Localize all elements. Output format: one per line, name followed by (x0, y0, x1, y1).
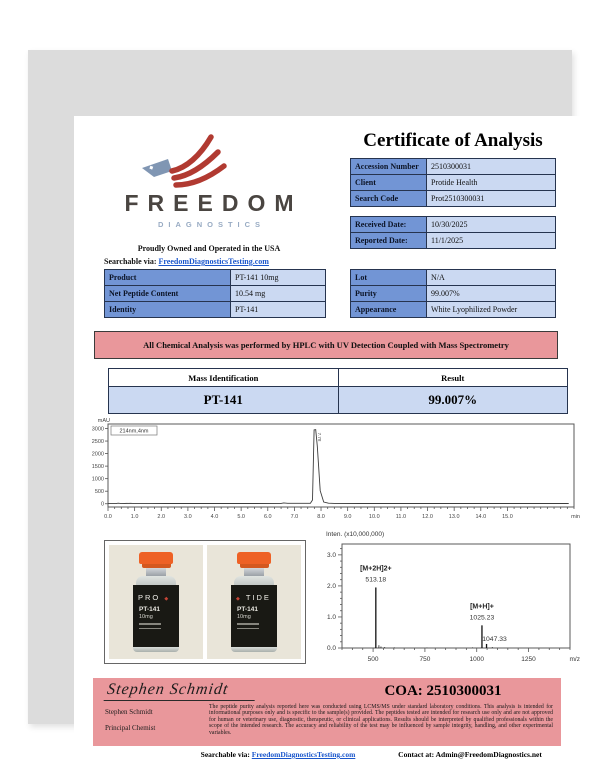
svg-text:4.0: 4.0 (210, 514, 219, 520)
vial-right (231, 552, 277, 652)
svg-text:10.0: 10.0 (368, 514, 380, 520)
svg-text:0: 0 (100, 501, 104, 508)
svg-text:2000: 2000 (91, 451, 104, 458)
svg-text:1.0: 1.0 (130, 514, 139, 520)
label-fine-print-line (139, 623, 161, 625)
table-row: Purity 99.007% (351, 286, 556, 302)
svg-text:3000: 3000 (91, 426, 104, 433)
footer-searchable-prefix: Searchable via: (200, 750, 250, 759)
signer-title: Principal Chemist (105, 724, 156, 732)
vial-dose: 10mg (139, 614, 153, 620)
svg-text:Inten. (x10,000,000): Inten. (x10,000,000) (326, 531, 385, 538)
svg-text:m/z: m/z (569, 656, 580, 663)
svg-text:12.0: 12.0 (422, 514, 433, 520)
svg-text:3.0: 3.0 (326, 552, 336, 560)
mass-id-value: PT-141 (109, 387, 339, 414)
result-value: 99.007% (338, 387, 568, 414)
disclaimer-text: The peptide purity analysis reported here was conducted using LCMS/MS under standard laboratory conditions. This analysis is intended for informational purposes only and is specific to the sample(s) provided. The peptides tested are intended for research use only and are not approved for human or veterinary use, diagnostic, therapeutic, or clinical applications. Results should be interpreted by qualified professionals within the scope of the intended research. The accuracy and reliability of the test may be influenced by sample integrity, handling, and other experimental variables. (209, 704, 553, 736)
signer-name: Stephen Schmidt (105, 708, 153, 716)
brand-subtitle: DIAGNOSTICS (157, 220, 266, 229)
freedom-diagnostics-logo (92, 134, 326, 229)
svg-text:7.78: 7.78 (317, 432, 323, 442)
svg-text:2.0: 2.0 (157, 514, 166, 520)
svg-text:2.0: 2.0 (326, 583, 336, 591)
brand-dot-icon: ◆ (236, 596, 242, 602)
svg-text:214nm,4nm: 214nm,4nm (119, 428, 149, 435)
table-row: Search Code Prot2510300031 (351, 191, 556, 207)
table-row: Accession Number 2510300031 (351, 159, 556, 175)
vial-shoulder (136, 576, 176, 585)
table-row: Lot N/A (351, 270, 556, 286)
vial-shoulder (234, 576, 274, 585)
hplc-chromatogram (74, 415, 582, 533)
result-header: Result (338, 369, 568, 387)
vial-photos-panel (104, 540, 306, 664)
svg-text:[M+H]+: [M+H]+ (470, 603, 494, 611)
svg-text:1.0: 1.0 (326, 614, 336, 622)
brand-dot-icon: ◆ (164, 596, 171, 602)
svg-text:1500: 1500 (91, 464, 104, 471)
product-table (104, 269, 326, 318)
table-row: Identity PT-141 (105, 302, 326, 318)
footer-searchable-line (201, 750, 356, 759)
table-row: Appearance White Lyophilized Powder (351, 302, 556, 318)
label-fine-print-line (237, 623, 259, 625)
svg-text:mAU: mAU (97, 418, 110, 424)
svg-text:1250: 1250 (521, 656, 536, 663)
vial-cap (139, 552, 173, 564)
searchable-prefix: Searchable via: (104, 257, 157, 266)
svg-text:3.0: 3.0 (184, 514, 192, 520)
svg-text:500: 500 (367, 656, 379, 663)
signature-block (93, 678, 561, 746)
svg-text:1000: 1000 (91, 476, 104, 483)
vial-product: PT-141 (237, 606, 258, 613)
vial-crimp (244, 568, 264, 576)
svg-text:1000: 1000 (469, 656, 484, 663)
vial-label (133, 585, 179, 647)
svg-text:6.0: 6.0 (263, 514, 272, 520)
vial-dose: 10mg (237, 614, 251, 620)
accession-table (350, 158, 556, 207)
table-row: Product PT-141 10mg (105, 270, 326, 286)
page-title: Certificate of Analysis (363, 130, 543, 151)
eagle-logo-icon (136, 134, 232, 190)
vial-cap (237, 552, 271, 564)
svg-text:9.0: 9.0 (343, 514, 352, 520)
lot-table (350, 269, 556, 318)
footer-searchable-link[interactable]: FreedomDiagnosticsTesting.com (251, 750, 356, 759)
svg-text:8.0: 8.0 (317, 514, 325, 520)
svg-text:15.0: 15.0 (502, 514, 513, 520)
svg-text:[M+2H]2+: [M+2H]2+ (360, 565, 392, 573)
svg-text:1047.33: 1047.33 (482, 635, 507, 643)
label-fine-print-line (139, 628, 161, 630)
svg-text:2500: 2500 (91, 439, 104, 446)
table-row (109, 387, 568, 414)
svg-text:5.0: 5.0 (237, 514, 245, 520)
vial-photo-right (207, 545, 301, 659)
svg-text:14.0: 14.0 (475, 514, 487, 520)
table-row: Net Peptide Content 10.54 mg (105, 286, 326, 302)
vial-left (133, 552, 179, 652)
signature-script: Stephen Schmidt (104, 681, 258, 701)
svg-text:1025.23: 1025.23 (469, 614, 495, 622)
table-row: Reported Date: 11/1/2025 (351, 233, 556, 249)
mass-id-header: Mass Identification (109, 369, 339, 387)
brand-name: FREEDOM (124, 190, 303, 216)
vial-product: PT-141 (139, 606, 160, 613)
page-frame (28, 50, 580, 759)
svg-text:7.0: 7.0 (290, 514, 299, 520)
vial-brand-fragment: PRO ◆ (138, 593, 171, 602)
certificate-page (74, 116, 582, 762)
mass-identification-table (108, 368, 568, 414)
svg-text:500: 500 (94, 489, 104, 496)
svg-text:13.0: 13.0 (448, 514, 460, 520)
vial-brand-fragment: ◆ TIDE (236, 593, 271, 602)
dates-table (350, 216, 556, 249)
vial-photo-left (109, 545, 203, 659)
label-fine-print-line (237, 628, 259, 630)
vial-crimp (146, 568, 166, 576)
mass-spectrum (312, 526, 586, 676)
svg-text:0.0: 0.0 (326, 645, 336, 653)
coa-number: COA: 2510300031 (384, 683, 502, 699)
analysis-method-banner: All Chemical Analysis was performed by HPLC with UV Detection Coupled with Mass Spectrometry (94, 331, 558, 359)
searchable-link-top[interactable]: FreedomDiagnosticsTesting.com (158, 257, 269, 266)
svg-text:min: min (571, 514, 580, 520)
svg-text:513.18: 513.18 (365, 576, 387, 584)
svg-text:0.0: 0.0 (104, 514, 112, 520)
table-header-row (109, 369, 568, 387)
searchable-line-top (104, 257, 269, 266)
table-row: Client Protide Health (351, 175, 556, 191)
tagline: Proudly Owned and Operated in the USA (137, 244, 281, 253)
vial-base (231, 647, 277, 652)
table-row: Received Date: 10/30/2025 (351, 217, 556, 233)
svg-text:11.0: 11.0 (395, 514, 407, 520)
svg-text:750: 750 (419, 656, 431, 663)
footer-contact: Contact at: Admin@FreedomDiagnostics.net (398, 750, 542, 759)
vial-base (133, 647, 179, 652)
vial-label (231, 585, 277, 647)
